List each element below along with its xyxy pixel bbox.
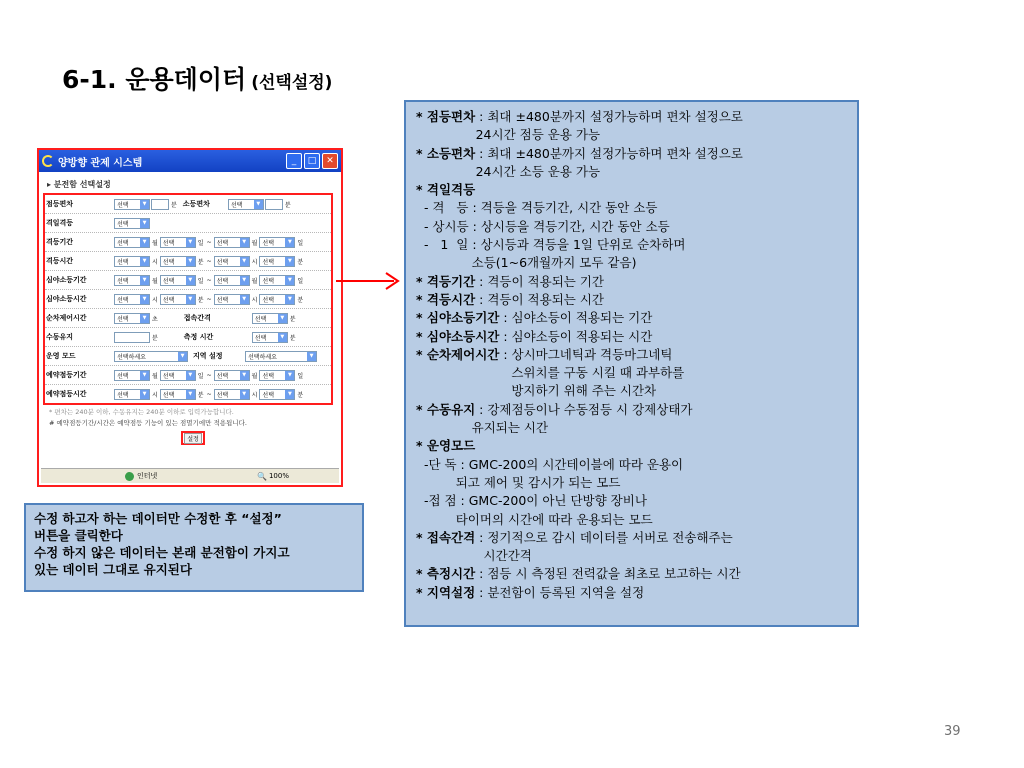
form-row bbox=[45, 252, 331, 271]
apply-button[interactable]: 설정 bbox=[184, 433, 202, 444]
select-dropdown[interactable] bbox=[259, 370, 295, 381]
select-dropdown[interactable] bbox=[245, 351, 317, 362]
explanation-line bbox=[416, 108, 851, 126]
arrow-right-icon bbox=[336, 270, 404, 292]
explanation-line bbox=[416, 511, 851, 529]
row-label: 운영 모드 bbox=[46, 352, 76, 360]
explanation-text: : 심야소등이 적용되는 시간 bbox=[499, 328, 653, 344]
select-value: 선택 bbox=[117, 220, 129, 228]
unit-label: 일 bbox=[297, 239, 304, 247]
explanation-text: 소등(1~6개월까지 모두 같음) bbox=[416, 255, 637, 271]
row-label: 순차제어시간 bbox=[46, 314, 87, 322]
chevron-down-icon: ▼ bbox=[186, 276, 195, 285]
explanation-term: * 운영모드 bbox=[416, 438, 476, 454]
chevron-down-icon: ▼ bbox=[140, 295, 149, 304]
select-value: 선택 bbox=[230, 201, 243, 209]
explanation-term: * 수동유지 bbox=[416, 401, 476, 417]
row-label: 심야소등시간 bbox=[46, 295, 87, 303]
select-value: 선택 bbox=[262, 239, 275, 247]
explanation-line bbox=[416, 163, 851, 181]
select-dropdown[interactable] bbox=[214, 256, 250, 267]
form-row bbox=[45, 385, 331, 403]
row-label: 측정 시간 bbox=[183, 333, 214, 341]
explanation-text: 되고 제어 및 감시가 되는 모드 bbox=[416, 474, 621, 490]
explanation-text: 24시간 점등 운용 가능 bbox=[416, 127, 601, 143]
row-label: 격등시간 bbox=[46, 257, 74, 265]
row-label: 격등기간 bbox=[46, 238, 74, 246]
explanation-line bbox=[416, 364, 851, 382]
explanation-line bbox=[416, 181, 851, 199]
slide-title-sub: (선택설정) bbox=[251, 73, 333, 93]
caption-line: 버튼을 클릭한다 bbox=[34, 528, 123, 543]
explanation-line bbox=[416, 291, 851, 309]
select-dropdown[interactable] bbox=[160, 389, 196, 400]
chevron-down-icon: ▼ bbox=[240, 371, 249, 380]
select-value: 선택 bbox=[117, 315, 129, 323]
select-value: 선택 bbox=[162, 277, 175, 285]
select-value: 선택 bbox=[117, 391, 129, 399]
select-dropdown[interactable] bbox=[214, 294, 250, 305]
select-value: 선택 bbox=[117, 239, 129, 247]
form-row bbox=[45, 214, 331, 233]
unit-label: 월 bbox=[251, 277, 258, 285]
chevron-down-icon: ▼ bbox=[278, 314, 287, 323]
explanation-line bbox=[416, 273, 851, 291]
unit-label: 시 bbox=[152, 296, 158, 304]
text-input[interactable] bbox=[265, 199, 283, 210]
explanation-line bbox=[416, 199, 851, 217]
range-tilde: ~ bbox=[206, 257, 212, 265]
window-titlebar bbox=[39, 150, 341, 172]
explanation-text: 방지하기 위해 주는 시간차 bbox=[416, 383, 657, 399]
select-dropdown[interactable] bbox=[114, 313, 150, 324]
select-dropdown[interactable] bbox=[214, 275, 250, 286]
explanation-text: : 강제점등이나 수동점등 시 강제상태가 bbox=[475, 401, 693, 417]
form-row bbox=[45, 347, 331, 366]
explanation-text: - 1 일 : 상시등과 격등을 1일 단위로 순차하며 bbox=[416, 237, 686, 253]
select-value: 선택 bbox=[216, 258, 229, 266]
select-dropdown[interactable] bbox=[214, 237, 250, 248]
explanation-line bbox=[416, 529, 851, 547]
select-value: 선택 bbox=[262, 258, 275, 266]
explanation-text: : 최대 ±480분까지 설정가능하며 편차 설정으로 bbox=[475, 145, 743, 161]
unit-label: 분 bbox=[289, 315, 296, 323]
chevron-down-icon: ▼ bbox=[278, 333, 287, 342]
unit-label: 분 bbox=[297, 296, 304, 304]
chevron-down-icon: ▼ bbox=[140, 314, 149, 323]
row-label: 예약점등시간 bbox=[46, 390, 87, 398]
unit-label: 시 bbox=[152, 391, 158, 399]
explanation-text: : 정기적으로 감시 데이터를 서버로 전송해주는 bbox=[475, 529, 733, 545]
zoom-control[interactable] bbox=[257, 472, 289, 481]
explanation-text: 시간간격 bbox=[416, 548, 532, 564]
select-dropdown[interactable] bbox=[259, 389, 295, 400]
select-dropdown[interactable] bbox=[252, 332, 288, 343]
row-label: 접속간격 bbox=[183, 314, 211, 322]
row-label: 예약점등기간 bbox=[46, 371, 87, 379]
row-label: 수동유지 bbox=[46, 333, 74, 341]
explanation-line bbox=[416, 492, 851, 510]
chevron-down-icon: ▼ bbox=[140, 390, 149, 399]
chevron-down-icon: ▼ bbox=[140, 219, 149, 228]
text-input[interactable] bbox=[151, 199, 169, 210]
explanation-line bbox=[416, 456, 851, 474]
form-row bbox=[45, 366, 331, 385]
unit-label: 시 bbox=[251, 296, 258, 304]
explanation-text: 유지되는 시간 bbox=[416, 420, 549, 436]
window-title: 양방향 관제 시스템 bbox=[58, 157, 143, 169]
caption-line: 수정 하고자 하는 데이터만 수정한 후 “설정” bbox=[34, 511, 282, 526]
chevron-down-icon: ▼ bbox=[285, 390, 294, 399]
select-dropdown[interactable] bbox=[114, 218, 150, 229]
screenshot-frame bbox=[37, 148, 343, 487]
explanation-line bbox=[416, 382, 851, 400]
form-row bbox=[45, 195, 331, 214]
chevron-down-icon: ▼ bbox=[186, 390, 195, 399]
security-zone bbox=[125, 471, 225, 481]
chevron-down-icon: ▼ bbox=[186, 238, 195, 247]
explanation-term: * 접속간격 bbox=[416, 529, 476, 545]
explanation-text: -단 독 : GMC-200의 시간테이블에 따라 운용이 bbox=[416, 456, 684, 472]
unit-label: 시 bbox=[251, 391, 258, 399]
explanation-text: 타이머의 시간에 따라 운용되는 모드 bbox=[416, 511, 653, 527]
explanation-term: * 심야소등기간 bbox=[416, 310, 500, 326]
select-dropdown[interactable] bbox=[214, 389, 250, 400]
explanation-term: * 측정시간 bbox=[416, 566, 476, 582]
select-dropdown[interactable] bbox=[228, 199, 264, 210]
unit-label: 월 bbox=[152, 372, 158, 380]
select-value: 선택하세요 bbox=[248, 353, 277, 361]
select-dropdown[interactable] bbox=[259, 256, 295, 267]
chevron-down-icon: ▼ bbox=[285, 295, 294, 304]
chevron-down-icon: ▼ bbox=[240, 295, 249, 304]
select-value: 선택 bbox=[216, 372, 229, 380]
slide-title-main: 6-1. 운용데이터 bbox=[62, 65, 247, 94]
select-value: 선택 bbox=[262, 391, 275, 399]
chevron-down-icon: ▼ bbox=[285, 276, 294, 285]
select-dropdown[interactable] bbox=[252, 313, 288, 324]
explanation-text: : 심야소등이 적용되는 기간 bbox=[499, 310, 653, 326]
explanation-line bbox=[416, 547, 851, 565]
unit-label: 월 bbox=[251, 239, 258, 247]
caption-line: 있는 데이터 그대로 유지된다 bbox=[34, 562, 192, 577]
note-line: # 예약점등기간/시간은 예약점등 기능이 있는 점멸기에만 적용됩니다. bbox=[49, 419, 247, 427]
select-dropdown[interactable] bbox=[259, 237, 295, 248]
select-value: 선택 bbox=[254, 334, 267, 342]
select-value: 선택 bbox=[262, 277, 275, 285]
minimize-button[interactable]: _ bbox=[286, 153, 302, 169]
select-dropdown[interactable] bbox=[259, 294, 295, 305]
settings-form-table bbox=[43, 193, 333, 405]
select-value: 선택 bbox=[216, 296, 229, 304]
explanation-line bbox=[416, 218, 851, 236]
zoom-icon: 🔍 bbox=[257, 471, 267, 481]
select-value: 선택 bbox=[162, 239, 175, 247]
select-value: 선택 bbox=[162, 296, 175, 304]
explanation-text: : 최대 ±480분까지 설정가능하며 편차 설정으로 bbox=[475, 109, 743, 124]
unit-label: 분 bbox=[197, 258, 204, 266]
unit-label: 분 bbox=[289, 334, 296, 342]
chevron-down-icon: ▼ bbox=[186, 371, 195, 380]
explanation-line bbox=[416, 346, 851, 364]
chevron-down-icon: ▼ bbox=[240, 276, 249, 285]
ie-logo-icon bbox=[42, 155, 54, 167]
unit-label: 일 bbox=[197, 239, 204, 247]
chevron-down-icon: ▼ bbox=[240, 390, 249, 399]
chevron-down-icon: ▼ bbox=[285, 371, 294, 380]
explanation-text: : 격등이 적용되는 기간 bbox=[475, 273, 604, 289]
form-row bbox=[45, 271, 331, 290]
select-value: 선택 bbox=[117, 201, 129, 209]
chevron-down-icon: ▼ bbox=[140, 371, 149, 380]
select-dropdown[interactable] bbox=[160, 275, 196, 286]
explanation-line bbox=[416, 236, 851, 254]
zone-label: 인터넷 bbox=[137, 472, 158, 480]
unit-label: 분 bbox=[197, 296, 204, 304]
select-dropdown[interactable] bbox=[114, 294, 150, 305]
form-notes bbox=[43, 405, 338, 429]
range-tilde: ~ bbox=[206, 276, 212, 284]
explanation-term: * 격등시간 bbox=[416, 291, 476, 307]
unit-label: 월 bbox=[152, 239, 158, 247]
window-client bbox=[39, 172, 341, 445]
unit-label: 분 bbox=[152, 334, 158, 342]
select-value: 선택 bbox=[216, 277, 229, 285]
explanation-line bbox=[416, 254, 851, 272]
select-dropdown[interactable] bbox=[259, 275, 295, 286]
slide-title bbox=[62, 60, 332, 96]
explanation-line bbox=[416, 126, 851, 144]
explanation-text: 스위치를 구동 시킬 때 과부하를 bbox=[416, 365, 685, 381]
explanation-line bbox=[416, 401, 851, 419]
chevron-down-icon: ▼ bbox=[240, 257, 249, 266]
text-input[interactable] bbox=[114, 332, 150, 343]
select-value: 선택하세요 bbox=[117, 353, 146, 361]
select-value: 선택 bbox=[262, 296, 275, 304]
select-dropdown[interactable] bbox=[160, 237, 196, 248]
explanation-line bbox=[416, 309, 851, 327]
form-row bbox=[45, 328, 331, 347]
apply-button-highlight bbox=[181, 431, 205, 445]
explanation-term: * 순차제어시간 bbox=[416, 346, 500, 362]
chevron-down-icon: ▼ bbox=[186, 295, 195, 304]
select-dropdown[interactable] bbox=[114, 389, 150, 400]
select-dropdown[interactable] bbox=[114, 275, 150, 286]
unit-label: 일 bbox=[197, 277, 204, 285]
select-value: 선택 bbox=[262, 372, 275, 380]
row-label: 심야소등기간 bbox=[46, 276, 87, 284]
select-dropdown[interactable] bbox=[114, 351, 188, 362]
unit-label: 분 bbox=[197, 391, 204, 399]
explanation-text: 24시간 소등 운용 가능 bbox=[416, 163, 601, 179]
chevron-down-icon: ▼ bbox=[307, 352, 316, 361]
explanation-term: * 격일격등 bbox=[416, 182, 476, 198]
range-tilde: ~ bbox=[206, 371, 212, 379]
unit-label: 시 bbox=[251, 258, 258, 266]
explanation-text: - 상시등 : 상시등을 격등기간, 시간 동안 소등 bbox=[416, 218, 670, 234]
select-dropdown[interactable] bbox=[114, 237, 150, 248]
row-label: 지역 설정 bbox=[193, 352, 223, 360]
page-number: 39 bbox=[944, 724, 961, 739]
explanation-text: - 격 등 : 격등을 격등기간, 시간 동안 소등 bbox=[416, 200, 658, 216]
chevron-down-icon: ▼ bbox=[285, 238, 294, 247]
select-value: 선택 bbox=[117, 296, 129, 304]
chevron-down-icon: ▼ bbox=[254, 200, 263, 209]
explanation-text: -접 점 : GMC-200이 아닌 단방향 장비나 bbox=[416, 493, 647, 509]
unit-label: 분 bbox=[297, 258, 304, 266]
form-row bbox=[45, 233, 331, 252]
chevron-down-icon: ▼ bbox=[240, 238, 249, 247]
select-dropdown[interactable] bbox=[214, 370, 250, 381]
select-dropdown[interactable] bbox=[114, 370, 150, 381]
chevron-down-icon: ▼ bbox=[186, 257, 195, 266]
explanation-line bbox=[416, 437, 851, 455]
row-label: 점등편차 bbox=[46, 200, 74, 208]
select-dropdown[interactable] bbox=[160, 370, 196, 381]
explanation-panel bbox=[404, 100, 859, 627]
unit-label: 분 bbox=[297, 391, 304, 399]
select-dropdown[interactable] bbox=[114, 199, 150, 210]
caption-line: 수정 하지 않은 데이터는 본래 분전함이 가지고 bbox=[34, 545, 290, 560]
section-heading: ▸ 분전함 선택설정 bbox=[47, 180, 111, 189]
select-value: 선택 bbox=[117, 372, 129, 380]
select-value: 선택 bbox=[117, 258, 129, 266]
explanation-text: : 상시마그네틱과 격등마그네틱 bbox=[499, 346, 673, 362]
chevron-down-icon: ▼ bbox=[140, 238, 149, 247]
status-bar bbox=[41, 468, 339, 483]
explanation-line bbox=[416, 328, 851, 346]
select-value: 선택 bbox=[162, 391, 175, 399]
explanation-term: * 격등기간 bbox=[416, 273, 476, 289]
explanation-line bbox=[416, 584, 851, 602]
select-dropdown[interactable] bbox=[160, 294, 196, 305]
select-dropdown[interactable] bbox=[114, 256, 150, 267]
explanation-term: * 소등편차 bbox=[416, 145, 476, 161]
explanation-text: : 점등 시 측정된 전력값을 최초로 보고하는 시간 bbox=[475, 566, 741, 582]
range-tilde: ~ bbox=[206, 238, 212, 246]
select-value: 선택 bbox=[254, 315, 267, 323]
maximize-button[interactable]: □ bbox=[304, 153, 320, 169]
caption-box bbox=[24, 503, 364, 592]
row-label: 소등편차 bbox=[182, 200, 210, 208]
chevron-down-icon: ▼ bbox=[140, 257, 149, 266]
globe-icon bbox=[125, 472, 134, 481]
form-row bbox=[45, 309, 331, 328]
explanation-line bbox=[416, 565, 851, 583]
select-value: 선택 bbox=[216, 391, 229, 399]
unit-label: 일 bbox=[197, 372, 204, 380]
unit-label: 월 bbox=[152, 277, 158, 285]
range-tilde: ~ bbox=[206, 390, 212, 398]
unit-label: 시 bbox=[152, 258, 158, 266]
chevron-down-icon: ▼ bbox=[178, 352, 187, 361]
explanation-line bbox=[416, 145, 851, 163]
row-label: 격일격등 bbox=[46, 219, 74, 227]
unit-label: 분 bbox=[284, 201, 291, 209]
explanation-line bbox=[416, 474, 851, 492]
explanation-line bbox=[416, 419, 851, 437]
select-value: 선택 bbox=[162, 372, 175, 380]
unit-label: 초 bbox=[152, 315, 158, 323]
unit-label: 일 bbox=[297, 277, 304, 285]
unit-label: 월 bbox=[251, 372, 258, 380]
note-line: * 편차는 240분 이하, 수동유지는 240분 이하로 입력가능합니다. bbox=[49, 408, 234, 416]
chevron-down-icon: ▼ bbox=[140, 276, 149, 285]
explanation-text: : 격등이 적용되는 시간 bbox=[475, 291, 604, 307]
range-tilde: ~ bbox=[206, 295, 212, 303]
explanation-text: : 분전함이 등록된 지역을 설정 bbox=[475, 584, 645, 600]
select-value: 선택 bbox=[162, 258, 175, 266]
chevron-down-icon: ▼ bbox=[140, 200, 149, 209]
explanation-term: * 점등편차 bbox=[416, 109, 476, 124]
unit-label: 일 bbox=[297, 372, 304, 380]
form-row bbox=[45, 290, 331, 309]
unit-label: 분 bbox=[171, 201, 177, 209]
explanation-term: * 심야소등시간 bbox=[416, 328, 500, 344]
select-value: 선택 bbox=[216, 239, 229, 247]
close-button[interactable]: ✕ bbox=[322, 153, 338, 169]
zoom-level: 100% bbox=[268, 472, 289, 480]
select-value: 선택 bbox=[117, 277, 129, 285]
select-dropdown[interactable] bbox=[160, 256, 196, 267]
chevron-down-icon: ▼ bbox=[285, 257, 294, 266]
explanation-term: * 지역설정 bbox=[416, 584, 476, 600]
